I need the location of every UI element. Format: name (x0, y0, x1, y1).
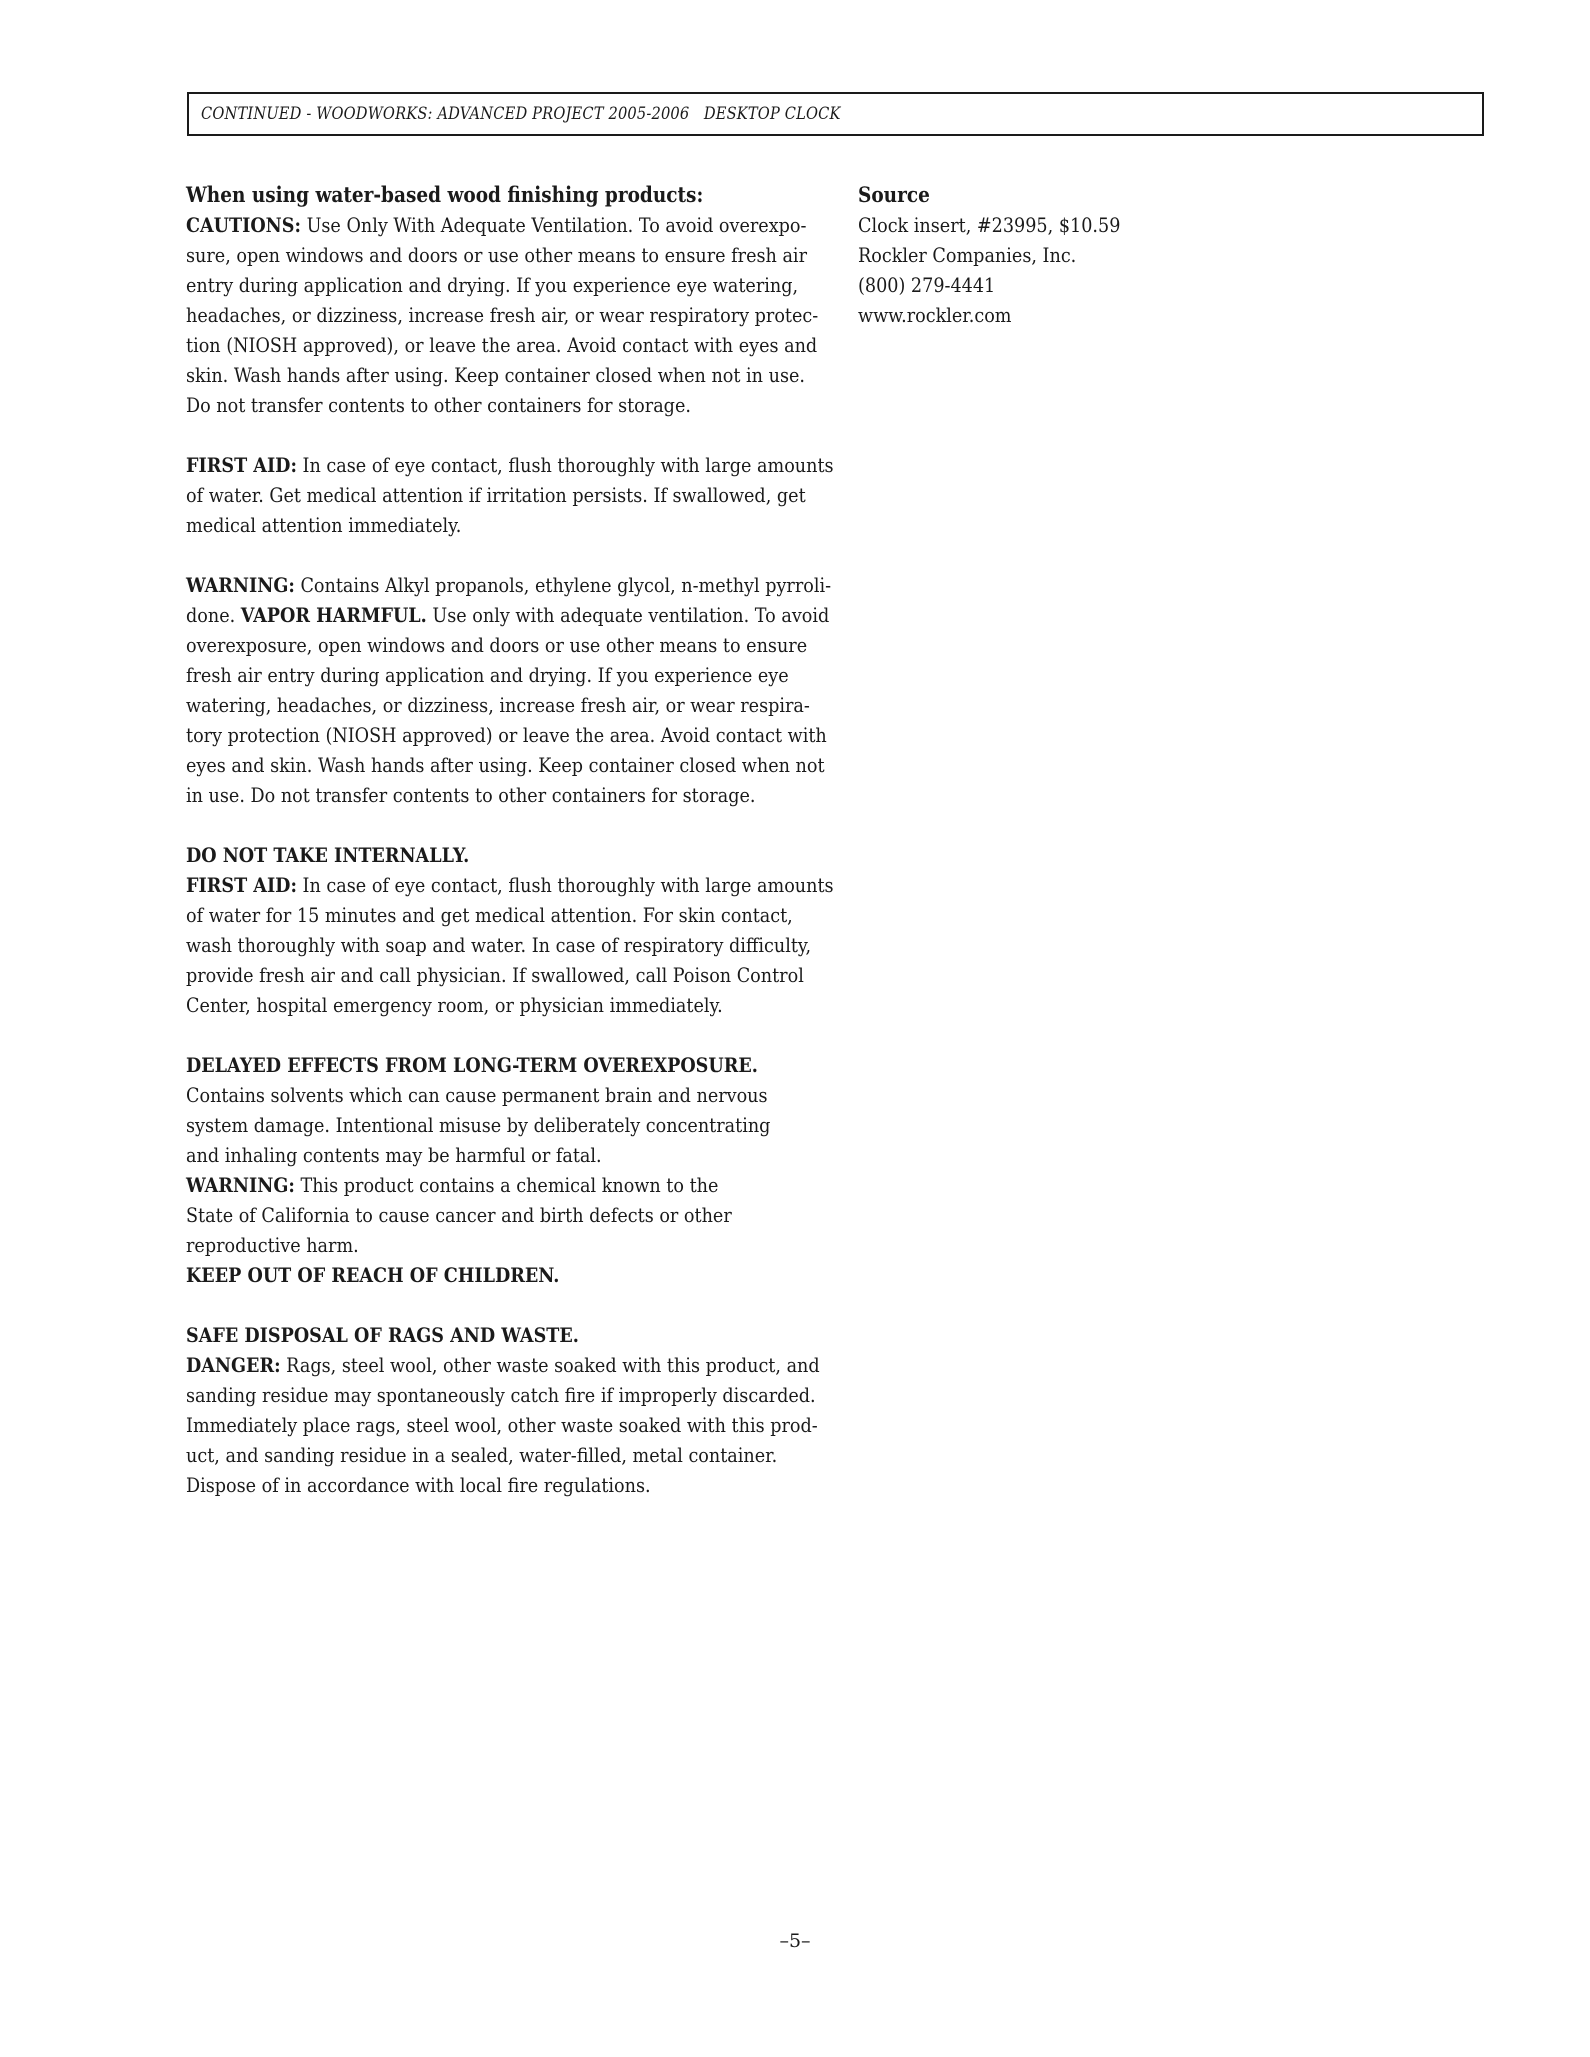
delayed-effects-paragraph (186, 1050, 813, 1290)
first-aid-line: Center, hospital emergency room, or physician immediately. (186, 993, 723, 1017)
danger-line: Immediately place rags, steel wool, other waste soaked with this prod- (186, 1413, 818, 1437)
warning-line: Use only with adequate ventilation. To avoid (426, 603, 830, 627)
delayed-effects-line: system damage. Intentional misuse by deliberately concentrating (186, 1113, 771, 1137)
warning-label: WARNING: (186, 573, 295, 597)
cautions-line: skin. Wash hands after using. Keep container closed when not in use. (186, 363, 805, 387)
danger-line: uct, and sanding residue in a sealed, water-filled, metal container. (186, 1443, 778, 1467)
danger-line: Rags, steel wool, other waste soaked with this product, and (280, 1353, 820, 1377)
danger-line: sanding residue may spontaneously catch fire if improperly discarded. (186, 1383, 816, 1407)
header-title: CONTINUED - WOODWORKS: ADVANCED PROJECT 2005-2006 DESKTOP CLOCK (201, 104, 841, 124)
delayed-effects-line: and inhaling contents may be harmful or fatal. (186, 1143, 602, 1167)
source-line: (800) 279-4441 (858, 273, 996, 297)
cautions-line: headaches, or dizziness, increase fresh air, or wear respiratory protec- (186, 303, 819, 327)
safe-disposal-title: SAFE DISPOSAL OF RAGS AND WASTE. (186, 1323, 579, 1347)
cautions-line: Do not transfer contents to other containers for storage. (186, 393, 691, 417)
cautions-line: entry during application and drying. If you experience eye watering, (186, 273, 799, 297)
danger-line: Dispose of in accordance with local fire regulations. (186, 1473, 651, 1497)
cautions-line: sure, open windows and doors or use other means to ensure fresh air (186, 243, 807, 267)
section-heading-water-based (186, 180, 813, 210)
first-aid-paragraph (186, 450, 834, 540)
first-aid-line: provide fresh air and call physician. If swallowed, call Poison Control (186, 963, 804, 987)
delayed-effects-title: DELAYED EFFECTS FROM LONG-TERM OVEREXPOSURE. (186, 1053, 758, 1077)
first-aid-line: of water for 15 minutes and get medical attention. For skin contact, (186, 903, 793, 927)
first-aid-line: of water. Get medical attention if irritation persists. If swallowed, get (186, 483, 806, 507)
cautions-paragraph (186, 210, 819, 420)
cautions-line: Use Only With Adequate Ventilation. To avoid overexpo- (300, 213, 807, 237)
cautions-label: CAUTIONS: (186, 213, 301, 237)
do-not-take-internally-title: DO NOT TAKE INTERNALLY. (186, 843, 470, 867)
first-aid-line: wash thoroughly with soap and water. In case of respiratory difficulty, (186, 933, 812, 957)
delayed-effects-line: Contains solvents which can cause permanent brain and nervous (186, 1083, 768, 1107)
warning-label: WARNING: (186, 1173, 295, 1197)
danger-label: DANGER: (186, 1353, 281, 1377)
source-line: Rockler Companies, Inc. (858, 243, 1077, 267)
source-url: www.rockler.com (858, 303, 1012, 327)
source-heading: Source (858, 182, 930, 207)
warning-line: eyes and skin. Wash hands after using. Keep container closed when not (186, 753, 825, 777)
warning-line: fresh air entry during application and drying. If you experience eye (186, 663, 789, 687)
heading-water-based: When using water-based wood finishing products: (186, 182, 704, 207)
internal-paragraph (186, 840, 834, 1020)
first-aid-label: FIRST AID: (186, 453, 297, 477)
warning-line: Contains Alkyl propanols, ethylene glycol, n-methyl pyrroli- (294, 573, 832, 597)
california-warning-line: reproductive harm. (186, 1233, 359, 1257)
warning-line: done. (186, 603, 241, 627)
source-line: Clock insert, #23995, $10.59 (858, 213, 1121, 237)
warning-line: in use. Do not transfer contents to other containers for storage. (186, 783, 756, 807)
california-warning-line: This product contains a chemical known to the (294, 1173, 719, 1197)
left-column (186, 180, 834, 1530)
page-number: –5– (779, 1930, 811, 1952)
california-warning-line: State of California to cause cancer and birth defects or other (186, 1203, 732, 1227)
right-column (858, 180, 1418, 330)
page-header (187, 92, 1484, 136)
keep-out-of-reach-text: KEEP OUT OF REACH OF CHILDREN. (186, 1263, 560, 1287)
warning-paragraph (186, 570, 832, 810)
first-aid-line: In case of eye contact, flush thoroughly with large amounts (296, 873, 834, 897)
first-aid-line: In case of eye contact, flush thoroughly with large amounts (296, 453, 834, 477)
vapor-harmful-label: VAPOR HARMFUL. (240, 603, 427, 627)
warning-line: tory protection (NIOSH approved) or leave the area. Avoid contact with (186, 723, 827, 747)
warning-line: overexposure, open windows and doors or use other means to ensure (186, 633, 808, 657)
first-aid-label: FIRST AID: (186, 873, 297, 897)
warning-line: watering, headaches, or dizziness, increase fresh air, or wear respira- (186, 693, 810, 717)
safe-disposal-paragraph (186, 1320, 820, 1500)
cautions-line: tion (NIOSH approved), or leave the area. Avoid contact with eyes and (186, 333, 818, 357)
first-aid-line: medical attention immediately. (186, 513, 462, 537)
